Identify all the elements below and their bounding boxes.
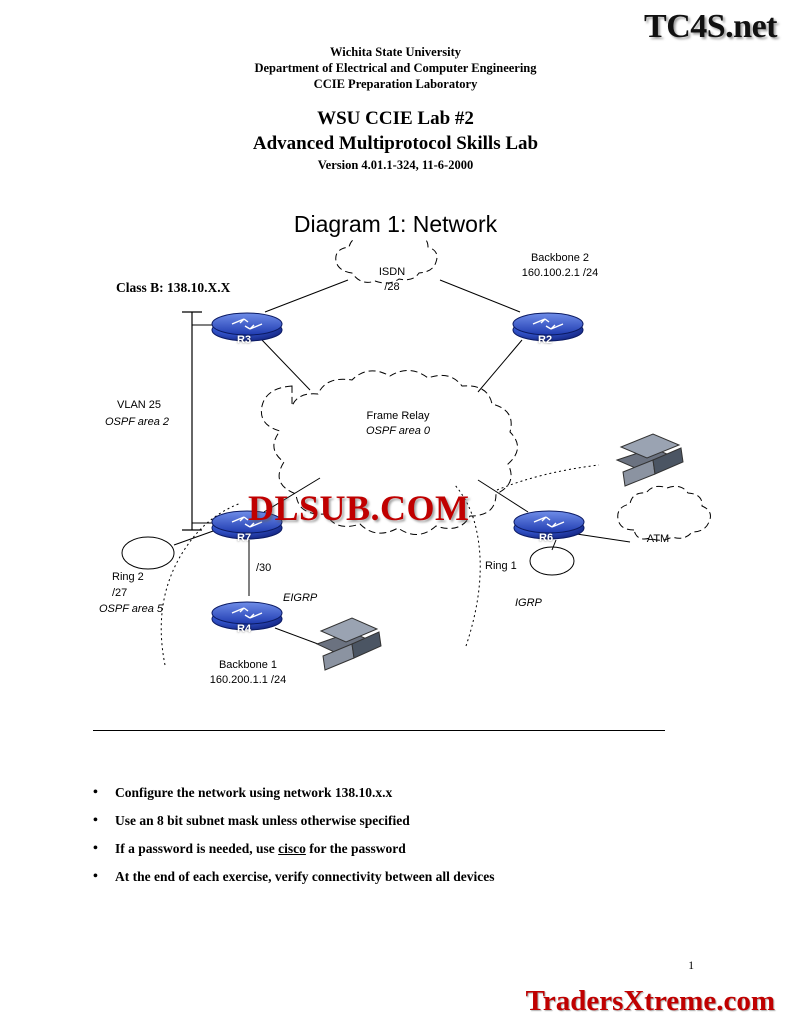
ring2-name-label: Ring 2 — [112, 571, 144, 583]
r6-workstation-dotted-link — [497, 465, 599, 490]
backbone2-addr-label: 160.100.2.1 /24 — [521, 267, 599, 279]
igrp-label: IGRP — [515, 597, 542, 609]
router-label-r2: R2 — [538, 334, 553, 346]
link-ring2-r7 — [174, 530, 216, 545]
ring2-area-label: OSPF area 5 — [99, 603, 163, 615]
router-label-r3: R3 — [237, 334, 252, 346]
instruction-text: At the end of each exercise, verify connectivity between all devices — [115, 869, 495, 884]
link-r3-framerelay — [262, 340, 310, 390]
router-label-r7: R7 — [237, 532, 252, 544]
workstation-right — [617, 434, 683, 486]
ring1-name-label: Ring 1 — [485, 560, 517, 572]
watermark-center: DLSUB.COM — [248, 488, 470, 528]
frame-relay-area-label: OSPF area 0 — [366, 425, 430, 437]
vlan25-area-label: OSPF area 2 — [105, 416, 169, 428]
list-item — [93, 812, 693, 829]
version-line: Version 4.01.1-324, 11-6-2000 — [317, 158, 474, 172]
link-r3-isdn — [265, 280, 348, 312]
backbone1-name-label: Backbone 1 — [218, 659, 278, 671]
workstation-bottom — [317, 618, 381, 670]
horizontal-rule — [93, 730, 665, 731]
isdn-mask-label: /28 — [384, 281, 400, 293]
header-line-1: Wichita State University — [329, 45, 461, 59]
watermark-bottom-right: TradersXtreme.com — [525, 985, 775, 1017]
instructions-list — [93, 784, 693, 896]
link-r6-framerelay — [478, 480, 528, 512]
isdn-label: ISDN — [378, 266, 406, 278]
backbone2-name-label: Backbone 2 — [530, 252, 590, 264]
list-item — [93, 784, 693, 801]
eigrp-label: EIGRP — [283, 592, 318, 604]
header-line-3: CCIE Preparation Laboratory — [313, 77, 478, 91]
list-item — [93, 840, 693, 857]
frame-relay-label: Frame Relay — [366, 410, 430, 422]
page-number: 1 — [688, 960, 694, 972]
lab-subtitle: Advanced Multiprotocol Skills Lab — [252, 133, 539, 154]
instruction-text: Use an 8 bit subnet mask unless otherwise specified — [115, 813, 410, 828]
router-label-r6: R6 — [539, 532, 554, 544]
ring2-mask-label: /27 — [112, 587, 128, 599]
bullet-icon: • — [93, 869, 98, 884]
bullet-icon: • — [93, 785, 98, 800]
router-label-r4: R4 — [237, 623, 252, 635]
watermark-top-right: TC4S.net — [644, 8, 777, 45]
atm-label: ATM — [646, 533, 670, 545]
instruction-text: Configure the network using network 138.10.x.x — [115, 785, 393, 800]
document-header — [0, 44, 791, 92]
network-diagram — [0, 240, 791, 710]
vlan25-label: VLAN 25 — [117, 399, 162, 411]
diagram-svg — [0, 240, 791, 710]
bullet-icon: • — [93, 841, 98, 856]
list-item — [93, 868, 693, 885]
class-b-label: Class B: 138.10.X.X — [116, 280, 231, 295]
ring2-token-ring — [122, 537, 174, 569]
bullet-icon: • — [93, 813, 98, 828]
link-r2-framerelay — [478, 340, 522, 392]
instruction-text: If a password is needed, use cisco for the password — [115, 841, 406, 856]
title-block — [0, 106, 791, 174]
diagram-heading: Diagram 1: Network — [293, 211, 498, 237]
password-underline: cisco — [278, 841, 306, 856]
backbone1-addr-label: 160.200.1.1 /24 — [209, 674, 287, 686]
link-r4-workstation — [275, 628, 318, 644]
link-r6-atm — [570, 533, 630, 542]
header-line-2: Department of Electrical and Computer Engineering — [254, 61, 537, 75]
lab-title: WSU CCIE Lab #2 — [317, 108, 474, 129]
link-isdn-r2 — [440, 280, 520, 312]
ring1-token-ring — [530, 547, 574, 575]
link-mask-30-label: /30 — [256, 562, 272, 574]
